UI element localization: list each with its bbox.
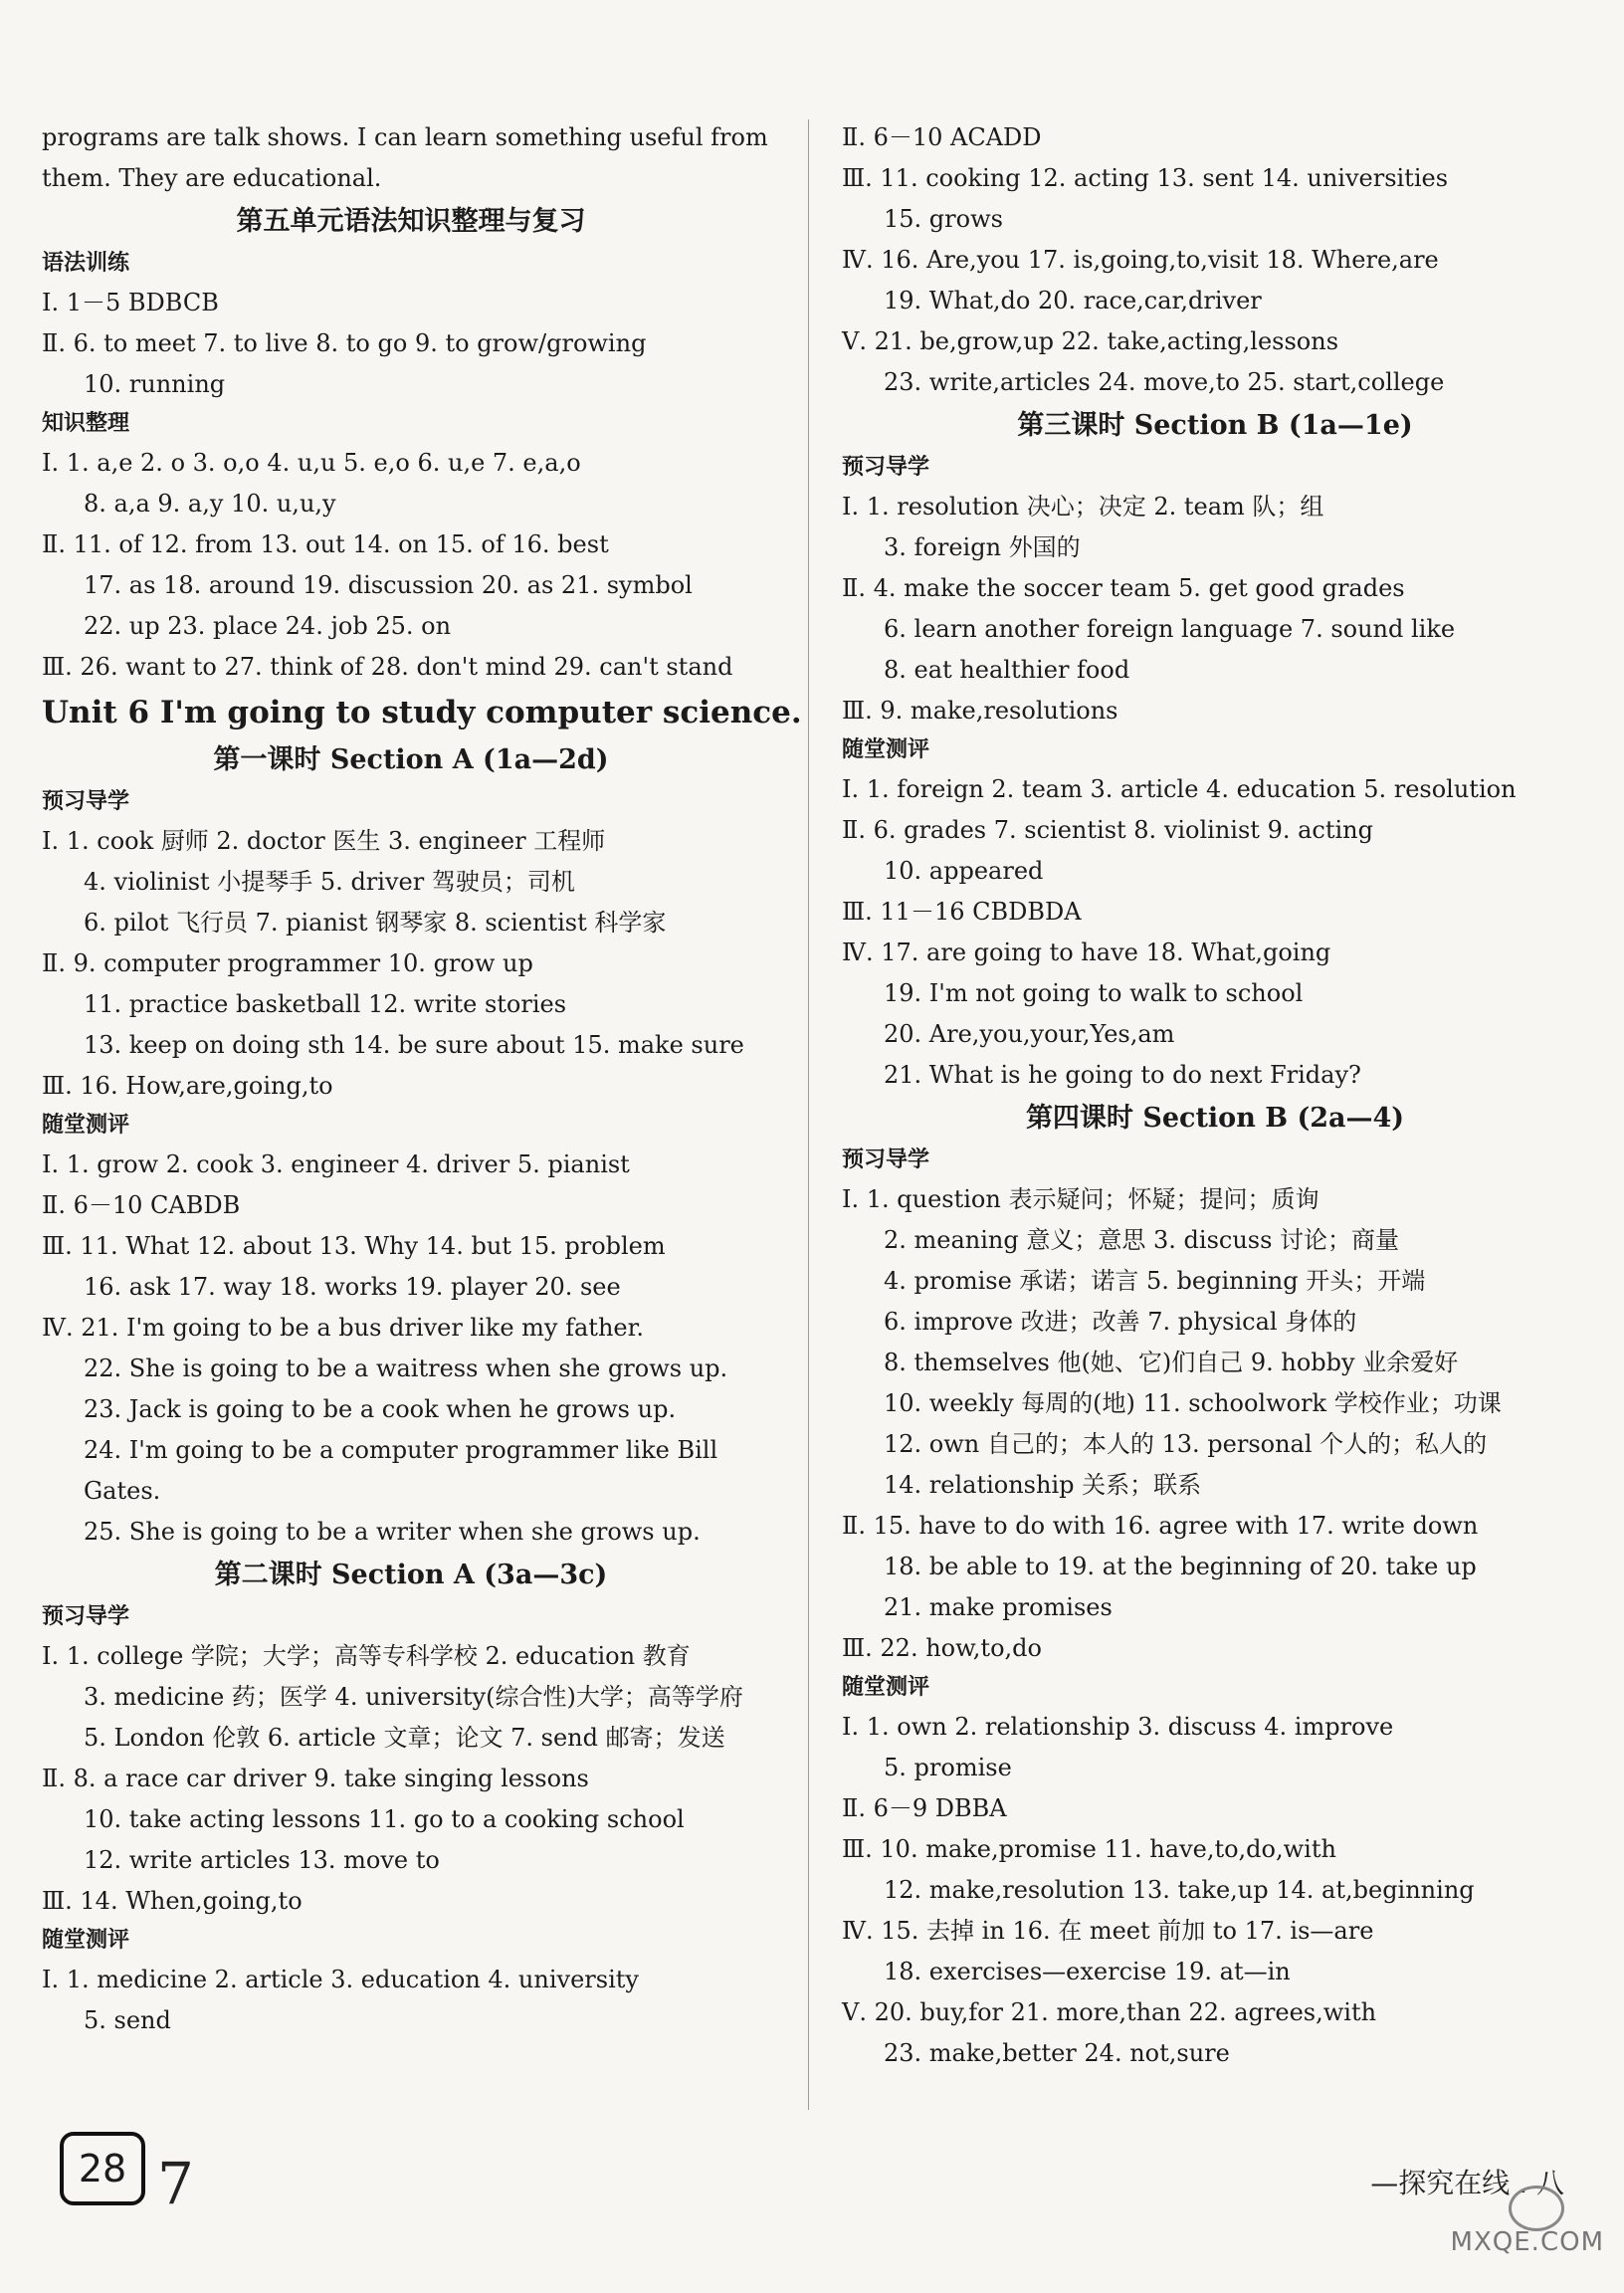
answer-line-indented: 5. send <box>84 2006 171 2034</box>
answer-line-indented: 12. own 自己的；本人的 13. personal 个人的；私人的 <box>884 1430 1488 1458</box>
answer-line: Ⅲ. 11. What 12. about 13. Why 14. but 15. problem <box>42 1232 666 1260</box>
unit-title: Unit 6 I'm going to study computer science. <box>42 695 802 730</box>
right-column <box>842 117 1588 2074</box>
section-heading: 第五单元语法知识整理与复习 <box>236 206 586 237</box>
answer-line: Ⅱ. 8. a race car driver 9. take singing lessons <box>42 1765 589 1792</box>
left-column <box>42 117 802 2041</box>
answer-line: Ⅲ. 9. make,resolutions <box>842 697 1118 725</box>
answer-line-indented: 24. I'm going to be a computer programmer like Bill <box>84 1436 718 1464</box>
answer-line: Ⅲ. 16. How,are,going,to <box>42 1072 333 1100</box>
answer-line-indented: 3. medicine 药；医学 4. university(综合性)大学；高等学府 <box>84 1683 743 1711</box>
answer-line: them. They are educational. <box>42 164 382 192</box>
answer-line-indented: 4. promise 承诺；诺言 5. beginning 开头；开端 <box>884 1267 1426 1295</box>
answer-line-indented: 16. ask 17. way 18. works 19. player 20. see <box>84 1273 621 1301</box>
answer-line-indented: 4. violinist 小提琴手 5. driver 驾驶员；司机 <box>84 868 575 896</box>
answer-line-indented: 21. make promises <box>884 1593 1113 1621</box>
answer-line-indented: 21. What is he going to do next Friday? <box>884 1061 1361 1089</box>
answer-line-indented: 25. She is going to be a writer when she grows up. <box>84 1518 701 1546</box>
answer-line: Ⅳ. 16. Are,you 17. is,going,to,visit 18. Where,are <box>842 246 1439 274</box>
answer-line-indented: 19. What,do 20. race,car,driver <box>884 287 1262 314</box>
subsection-label: 随堂测评 <box>42 1113 130 1138</box>
answer-line-indented: 8. themselves 他(她、它)们自己 9. hobby 业余爱好 <box>884 1349 1459 1376</box>
answer-line-indented: 14. relationship 关系；联系 <box>884 1471 1202 1499</box>
subsection-label: 知识整理 <box>42 411 130 436</box>
answer-line: Ⅱ. 6－9 DBBA <box>842 1794 1007 1822</box>
answer-line-indented: 6. pilot 飞行员 7. pianist 钢琴家 8. scientist 科学家 <box>84 909 667 937</box>
answer-line-indented: 23. Jack is going to be a cook when he grows up. <box>84 1395 677 1423</box>
answer-line: Ⅳ. 21. I'm going to be a bus driver like my father. <box>42 1314 645 1342</box>
answer-line: Ⅲ. 11－16 CBDBDA <box>842 898 1082 926</box>
answer-line-indented: 6. improve 改进；改善 7. physical 身体的 <box>884 1308 1357 1336</box>
answer-line: Ⅱ. 6. grades 7. scientist 8. violinist 9. acting <box>842 816 1373 844</box>
answer-line: Ⅱ. 6. to meet 7. to live 8. to go 9. to grow/growing <box>42 329 647 357</box>
answer-line: Ⅰ. 1. resolution 决心；决定 2. team 队；组 <box>842 493 1324 521</box>
answer-line-indented: 10. take acting lessons 11. go to a cooking school <box>84 1805 685 1833</box>
answer-line-indented: 22. up 23. place 24. job 25. on <box>84 612 452 640</box>
answer-line: Ⅳ. 15. 去掉 in 16. 在 meet 前加 to 17. is—are <box>842 1917 1374 1945</box>
answer-line-indented: 5. promise <box>884 1754 1012 1781</box>
subsection-label: 预习导学 <box>842 455 930 480</box>
subsection-label: 预习导学 <box>42 1604 130 1629</box>
answer-line: Ⅰ. 1－5 BDBCB <box>42 289 219 316</box>
answer-line-indented: 23. write,articles 24. move,to 25. start,college <box>884 368 1445 396</box>
answer-line: Ⅳ. 17. are going to have 18. What,going <box>842 938 1331 966</box>
answer-line: Ⅰ. 1. own 2. relationship 3. discuss 4. improve <box>842 1713 1394 1741</box>
answer-line: Ⅲ. 14. When,going,to <box>42 1887 303 1915</box>
answer-line: Ⅲ. 22. how,to,do <box>842 1634 1042 1662</box>
answer-line-indented: 8. a,a 9. a,y 10. u,u,y <box>84 490 336 518</box>
answer-line: Ⅱ. 11. of 12. from 13. out 14. on 15. of 16. best <box>42 530 609 558</box>
answer-line: Ⅲ. 26. want to 27. think of 28. don't mind 29. can't stand <box>42 653 733 681</box>
answer-line: Ⅰ. 1. foreign 2. team 3. article 4. education 5. resolution <box>842 775 1517 803</box>
answer-line-indented: 10. running <box>84 370 226 398</box>
answer-line: Ⅰ. 1. question 表示疑问；怀疑；提问；质询 <box>842 1185 1320 1213</box>
section-heading: 第三课时 Section B (1a—1e) <box>1017 410 1413 441</box>
answer-line-indented: Gates. <box>84 1477 161 1505</box>
answer-line-indented: 19. I'm not going to walk to school <box>884 979 1304 1007</box>
watermark-text: MXQE.COM <box>1450 2227 1604 2257</box>
answer-line-indented: 15. grows <box>884 205 1003 233</box>
answer-line: Ⅰ. 1. a,e 2. o 3. o,o 4. u,u 5. e,o 6. u,e 7. e,a,o <box>42 449 581 477</box>
answer-line-indented: 10. weekly 每周的(地) 11. schoolwork 学校作业；功课 <box>884 1389 1502 1417</box>
answer-line: Ⅴ. 20. buy,for 21. more,than 22. agrees,with <box>842 1998 1377 2026</box>
answer-line-indented: 13. keep on doing sth 14. be sure about 15. make sure <box>84 1031 744 1059</box>
answer-line: Ⅰ. 1. medicine 2. article 3. education 4. university <box>42 1966 639 1993</box>
answer-line-indented: 20. Are,you,your,Yes,am <box>884 1020 1175 1048</box>
answer-line: Ⅱ. 15. have to do with 16. agree with 17. write down <box>842 1512 1479 1540</box>
section-heading: 第四课时 Section B (2a—4) <box>1025 1103 1405 1134</box>
answer-line-indented: 17. as 18. around 19. discussion 20. as 21. symbol <box>84 571 693 599</box>
handwritten-mark: 7 <box>157 2150 194 2217</box>
page-number: 28 <box>60 2132 145 2205</box>
subsection-label: 预习导学 <box>42 789 130 814</box>
section-heading: 第二课时 Section A (3a—3c) <box>214 1560 608 1590</box>
answer-line-indented: 5. London 伦敦 6. article 文章；论文 7. send 邮寄；发送 <box>84 1724 725 1752</box>
answer-line: Ⅱ. 6－10 ACADD <box>842 123 1042 151</box>
subsection-label: 预习导学 <box>842 1147 930 1172</box>
answer-line-indented: 12. write articles 13. move to <box>84 1846 440 1874</box>
subsection-label: 语法训练 <box>42 251 130 276</box>
answer-line: Ⅲ. 10. make,promise 11. have,to,do,with <box>842 1835 1336 1863</box>
answer-line-indented: 22. She is going to be a waitress when she grows up. <box>84 1355 728 1382</box>
answer-line-indented: 2. meaning 意义；意思 3. discuss 讨论；商量 <box>884 1226 1400 1254</box>
answer-line: Ⅱ. 4. make the soccer team 5. get good grades <box>842 574 1405 602</box>
answer-line-indented: 18. exercises—exercise 19. at—in <box>884 1958 1291 1985</box>
answer-line: programs are talk shows. I can learn something useful from <box>42 123 768 151</box>
answer-line: Ⅲ. 11. cooking 12. acting 13. sent 14. universities <box>842 164 1449 192</box>
answer-line-indented: 8. eat healthier food <box>884 656 1130 684</box>
answer-line-indented: 3. foreign 外国的 <box>884 533 1081 561</box>
answer-line: Ⅰ. 1. college 学院；大学；高等专科学校 2. education 教育 <box>42 1642 691 1670</box>
answer-line-indented: 23. make,better 24. not,sure <box>884 2039 1230 2067</box>
subsection-label: 随堂测评 <box>42 1928 130 1953</box>
answer-line: Ⅱ. 6－10 CABDB <box>42 1191 241 1219</box>
section-heading: 第一课时 Section A (1a—2d) <box>213 744 609 775</box>
watermark-logo-icon <box>1509 2186 1564 2231</box>
answer-line-indented: 12. make,resolution 13. take,up 14. at,beginning <box>884 1876 1475 1904</box>
answer-line-indented: 10. appeared <box>884 857 1044 885</box>
subsection-label: 随堂测评 <box>842 1675 930 1700</box>
answer-line: Ⅰ. 1. cook 厨师 2. doctor 医生 3. engineer 工程师 <box>42 827 606 855</box>
answer-line-indented: 6. learn another foreign language 7. sound like <box>884 615 1456 643</box>
footer-text: —探究在线 . 八 <box>1370 2167 1564 2199</box>
subsection-label: 随堂测评 <box>842 737 930 762</box>
answer-line: Ⅴ. 21. be,grow,up 22. take,acting,lessons <box>842 327 1339 355</box>
column-divider <box>808 119 809 2110</box>
answer-line: Ⅱ. 9. computer programmer 10. grow up <box>42 949 533 977</box>
answer-line-indented: 11. practice basketball 12. write stories <box>84 990 567 1018</box>
answer-line: Ⅰ. 1. grow 2. cook 3. engineer 4. driver 5. pianist <box>42 1150 630 1178</box>
answer-line-indented: 18. be able to 19. at the beginning of 20. take up <box>884 1553 1477 1580</box>
